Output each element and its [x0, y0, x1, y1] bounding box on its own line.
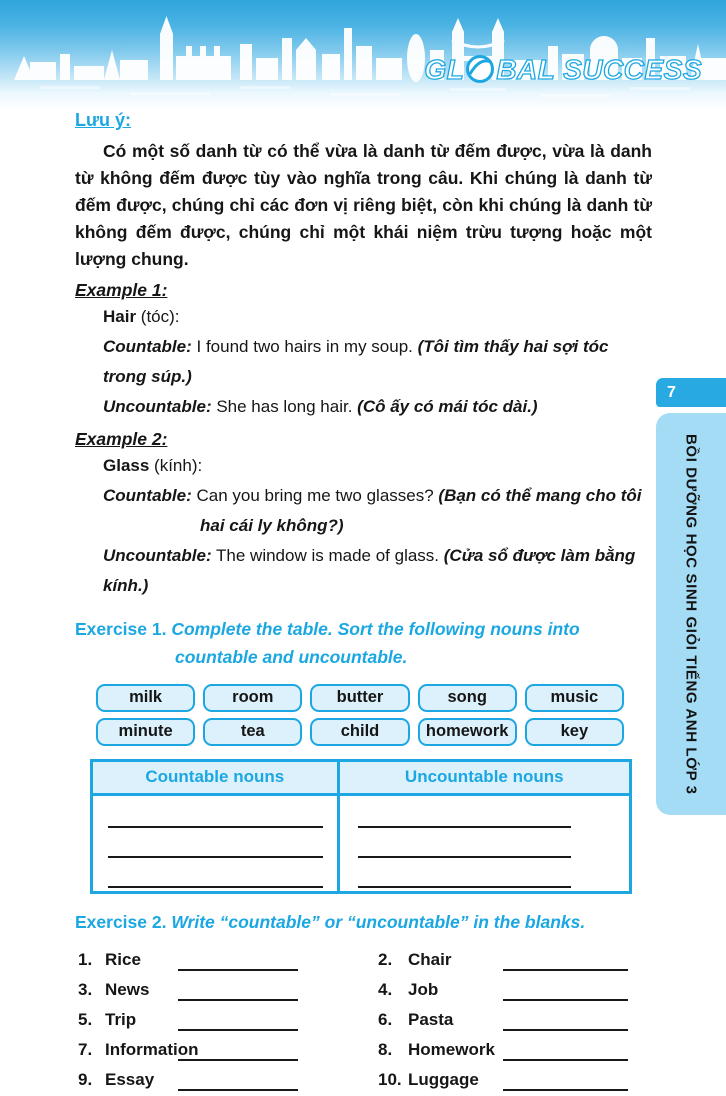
note-paragraph: Có một số danh từ có thể vừa là danh từ đếm được, vừa là danh từ không đếm được tùy vào nghĩa trong câu. Khi chúng là danh từ đếm được, chúng chỉ các đơn vị riêng biệt, còn khi chúng là danh từ không đếm được, chúng chỉ một khái niệm trừu tượng hoặc một lượng chung.	[75, 141, 652, 269]
example-1-title: Example 1:	[75, 280, 168, 300]
sorting-table-body	[93, 796, 629, 891]
word-chip: music	[525, 684, 624, 712]
list-item	[378, 946, 651, 976]
item-number: 10.	[378, 1070, 402, 1089]
book-title-sidebar	[656, 413, 726, 815]
word-bank	[96, 684, 624, 746]
item-word: Essay	[105, 1070, 155, 1089]
blank-line	[178, 1089, 298, 1091]
countable-translation: (Tôi tìm thấy hai sợi tóc trong súp.)	[103, 337, 609, 386]
list-item	[78, 976, 378, 1006]
uncountable-translation: (Cô ấy có mái tóc dài.)	[357, 397, 538, 416]
word-chip: tea	[203, 718, 302, 746]
item-word: Job	[408, 980, 439, 999]
blank-line	[358, 828, 571, 858]
item-word: News	[105, 980, 150, 999]
word-chip: milk	[96, 684, 195, 712]
item-number: 8.	[378, 1040, 393, 1059]
item-number: 1.	[78, 950, 93, 969]
list-item	[78, 946, 378, 976]
example-2-countable-line	[103, 481, 652, 541]
item-word: Rice	[105, 950, 141, 969]
item-number: 3.	[78, 980, 93, 999]
uncountable-label: Uncountable:	[103, 546, 212, 565]
list-item	[78, 1066, 378, 1096]
item-number: 5.	[78, 1010, 93, 1029]
exercise-2-label: Exercise 2.	[75, 912, 167, 932]
note-title: Lưu ý:	[75, 110, 132, 130]
countable-translation: (Bạn có thể mang cho tôi hai cái ly không?)	[200, 486, 642, 535]
item-number: 7.	[78, 1040, 93, 1059]
example-1-word-line	[103, 302, 652, 332]
example-2-uncountable-line	[103, 541, 652, 601]
exercise-2-instruction: Write “countable” or “uncountable” in the blanks.	[166, 912, 586, 932]
word-chip: key	[525, 718, 624, 746]
countable-column-header: Countable nouns	[93, 762, 340, 793]
header-banner	[0, 0, 726, 110]
item-number: 6.	[378, 1010, 393, 1029]
word-chip: minute	[96, 718, 195, 746]
exercise-2-heading	[75, 908, 652, 936]
word-chip: song	[418, 684, 517, 712]
item-word: Luggage	[408, 1070, 479, 1089]
blank-line	[108, 798, 323, 828]
sorting-table	[90, 759, 632, 894]
item-word: Homework	[408, 1040, 495, 1059]
example-word: Hair	[103, 307, 137, 326]
list-item	[78, 1036, 378, 1066]
word-chip: homework	[418, 718, 517, 746]
uncountable-translation: (Cửa sổ được làm bằng kính.)	[103, 546, 636, 595]
word-chip: child	[310, 718, 409, 746]
main-content	[75, 110, 652, 1096]
item-number: 9.	[78, 1070, 93, 1089]
example-1-uncountable-line	[103, 392, 652, 422]
exercise-1-instruction: Complete the table. Sort the following nouns into countable and uncountable.	[166, 619, 580, 667]
list-item	[378, 976, 651, 1006]
globe-icon	[464, 53, 496, 85]
list-item	[378, 1036, 651, 1066]
uncountable-sentence: She has long hair.	[211, 397, 358, 416]
page-number-tab: 7	[656, 378, 726, 407]
blank-line	[178, 1059, 298, 1061]
example-2	[75, 429, 652, 601]
word-chip: butter	[310, 684, 409, 712]
exercise-1-heading	[75, 615, 652, 671]
uncountable-sentence: The window is made of glass.	[211, 546, 444, 565]
list-item	[78, 1006, 378, 1036]
countable-label: Countable:	[103, 486, 192, 505]
example-1-countable-line	[103, 332, 652, 392]
blank-line	[358, 858, 571, 888]
sorting-table-header	[93, 762, 629, 796]
countable-sentence: Can you bring me two glasses?	[191, 486, 439, 505]
uncountable-column-header: Uncountable nouns	[404, 767, 564, 786]
item-word: Trip	[105, 1010, 137, 1029]
item-word: Pasta	[408, 1010, 454, 1029]
item-number: 4.	[378, 980, 393, 999]
example-2-title: Example 2:	[75, 429, 168, 449]
blank-line	[503, 1059, 628, 1061]
exercise-2-items	[78, 946, 652, 1096]
blank-line	[108, 858, 323, 888]
countable-label: Countable:	[103, 337, 192, 356]
countable-answer-cell	[93, 796, 340, 891]
example-word: Glass	[103, 456, 150, 475]
book-title-vertical-text: BỒI DƯỠNG HỌC SINH GIỎI TIẾNG ANH LỚP 3	[682, 433, 700, 795]
countable-sentence: I found two hairs in my soup.	[191, 337, 418, 356]
blank-line	[503, 999, 628, 1001]
example-word-note: (kính):	[149, 456, 203, 475]
blank-line	[178, 999, 298, 1001]
example-1	[75, 280, 652, 422]
blank-line	[503, 1089, 628, 1091]
uncountable-answer-cell	[340, 796, 629, 891]
item-word: Chair	[408, 950, 452, 969]
logo-text-right: BAL SUCCESS	[496, 54, 702, 85]
blank-line	[178, 1029, 298, 1031]
word-chip: room	[203, 684, 302, 712]
global-success-logo	[424, 53, 702, 87]
blank-line	[503, 1029, 628, 1031]
blank-line	[358, 798, 571, 828]
blank-line	[178, 969, 298, 971]
example-2-word-line	[103, 451, 652, 481]
item-number: 2.	[378, 950, 393, 969]
item-word: Information	[105, 1040, 199, 1059]
blank-line	[108, 828, 323, 858]
list-item	[378, 1066, 651, 1096]
uncountable-label: Uncountable:	[103, 397, 212, 416]
example-word-note: (tóc):	[136, 307, 180, 326]
logo-text-left: GL	[424, 54, 465, 85]
blank-line	[503, 969, 628, 971]
list-item	[378, 1006, 651, 1036]
exercise-1-label: Exercise 1.	[75, 619, 167, 639]
